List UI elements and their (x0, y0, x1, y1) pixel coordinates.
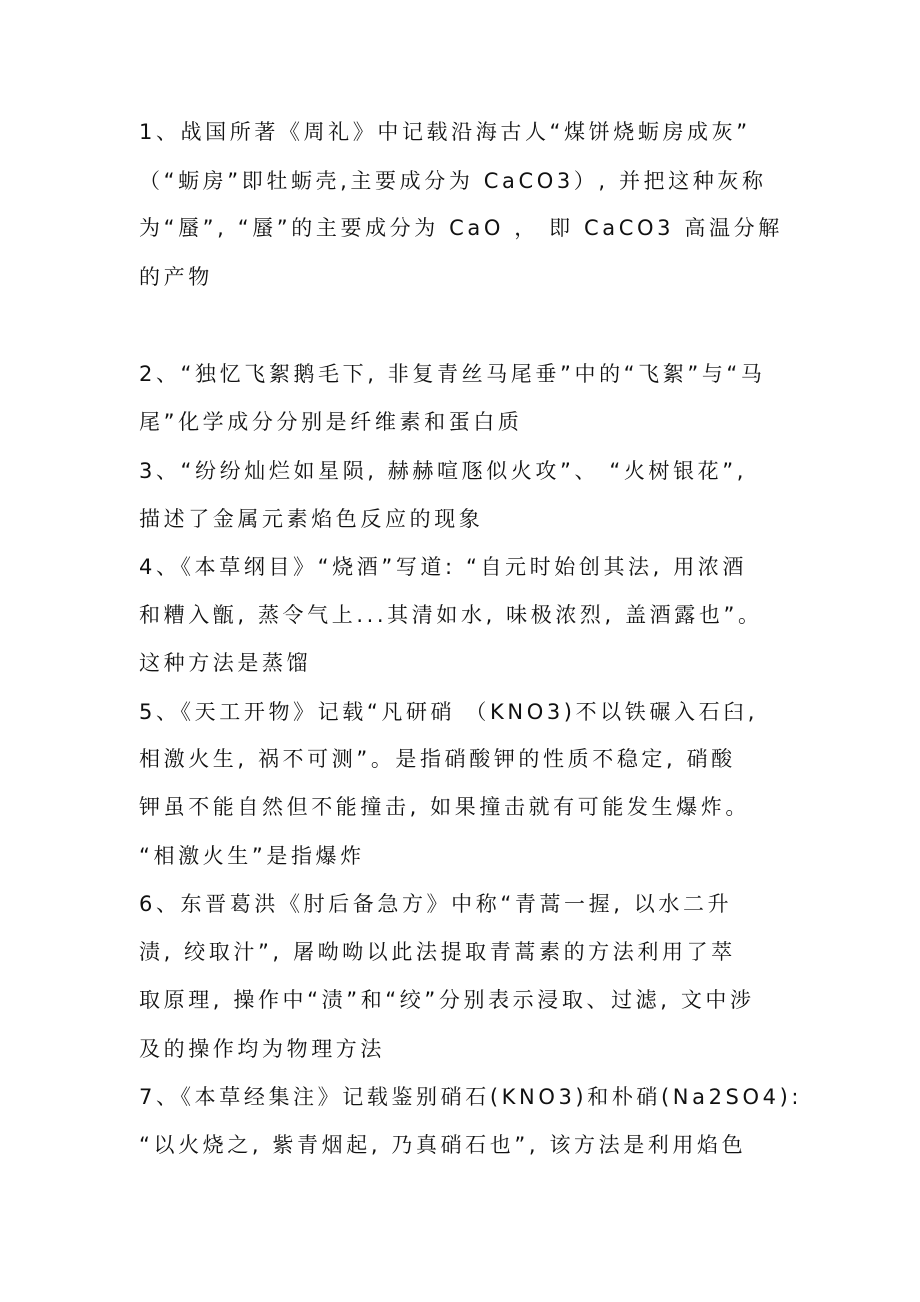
text-line: 3、“纷纷灿烂如星陨, 赫赫喧豗似火攻”、 “火树银花”, (139, 459, 747, 483)
text-line: 及的操作均为物理方法 (139, 1037, 385, 1061)
text-line: “以火烧之, 紫青烟起, 乃真硝石也”, 该方法是利用焰色 (139, 1133, 747, 1157)
text-line: 2、“独忆飞絮鹅毛下, 非复青丝马尾垂”中的“飞絮”与“马 (139, 362, 766, 386)
text-line: 1、战国所著《周礼》中记载沿海古人“煤饼烧蛎房成灰” (139, 120, 751, 144)
text-line: 4、《本草纲目》“烧酒”写道: “自元时始创其法, 用浓酒 (139, 555, 747, 579)
text-line: 这种方法是蒸馏 (139, 651, 312, 675)
text-line: 和糟入甑, 蒸令气上...其清如水, 味极浓烈, 盖酒露也”。 (139, 603, 763, 627)
text-line: 尾”化学成分分别是纤维素和蛋白质 (139, 410, 523, 434)
text-line: 取原理, 操作中“渍”和“绞”分别表示浸取、过滤, 文中涉 (139, 988, 755, 1012)
text-line: 渍, 绞取汁”, 屠呦呦以此法提取青蒿素的方法利用了萃 (139, 940, 736, 964)
text-line: 7、《本草经集注》记载鉴别硝石(KNO3)和朴硝(Na2SO4): (139, 1085, 803, 1109)
text-line: 为“蜃”, “蜃”的主要成分为 CaO ， 即 CaCO3 高温分解 (139, 216, 783, 240)
text-line: “相激火生”是指爆炸 (139, 844, 365, 868)
text-line: 钾虽不能自然但不能撞击, 如果撞击就有可能发生爆炸。 (139, 795, 750, 819)
text-line: 的产物 (139, 265, 213, 289)
text-line: 6、东晋葛洪《肘后备急方》中称“青蒿一握, 以水二升 (139, 892, 733, 916)
text-line: 相激火生, 祸不可测”。是指硝酸钾的性质不稳定, 硝酸 (139, 747, 736, 771)
text-line: （“蛎房”即牡蛎壳,主要成分为 CaCO3）, 并把这种灰称 (139, 169, 767, 193)
text-line: 描述了金属元素焰色反应的现象 (139, 507, 484, 531)
text-line: 5、《天工开物》记载“凡研硝 （KNO3)不以铁碾入石臼, (139, 700, 759, 724)
